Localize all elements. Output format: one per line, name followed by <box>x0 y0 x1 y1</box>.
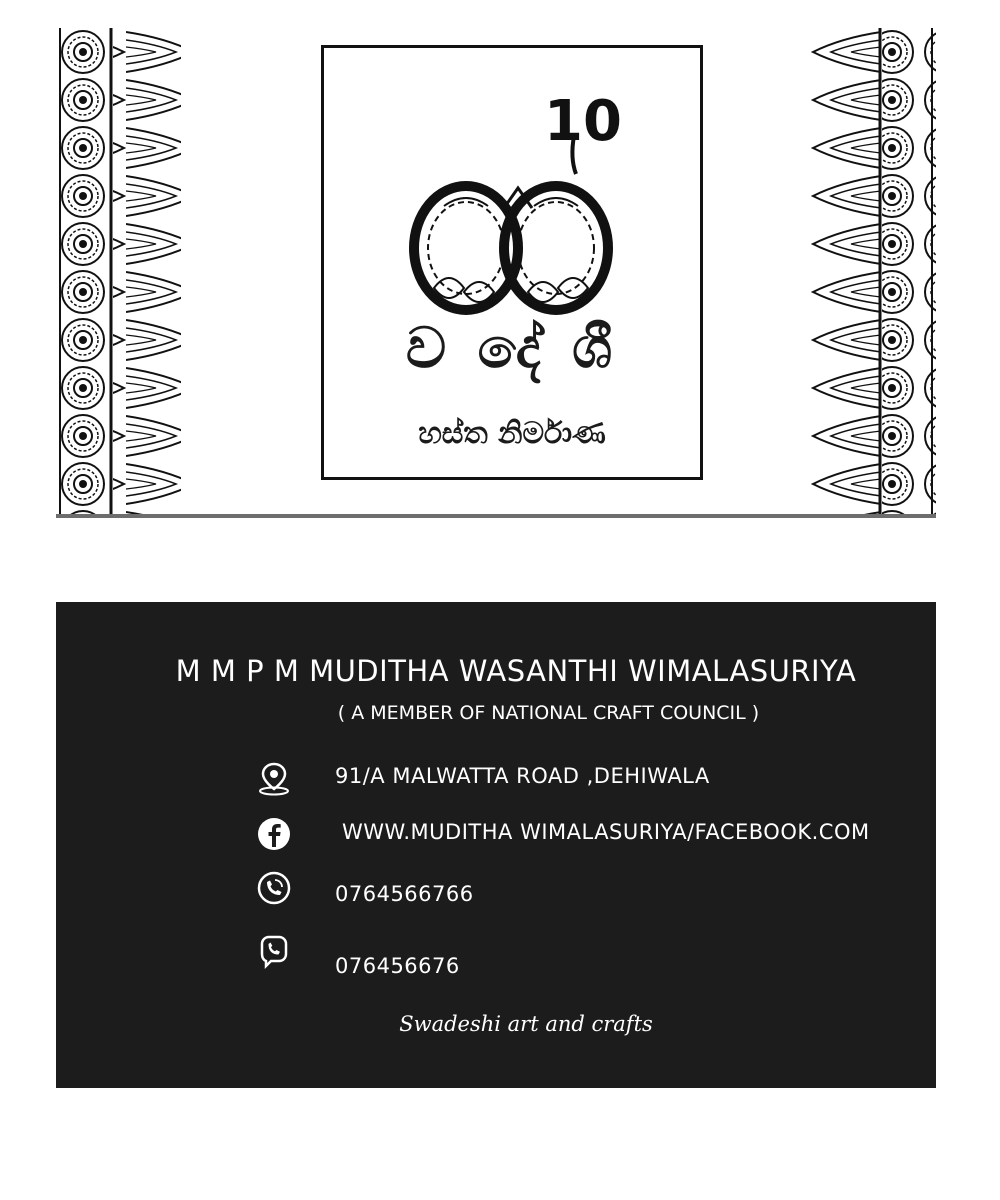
ornamental-border-right <box>811 28 936 514</box>
membership-note: ( A MEMBER OF NATIONAL CRAFT COUNCIL ) <box>337 702 760 724</box>
card-back <box>56 602 936 1088</box>
facebook-icon[interactable] <box>256 816 292 852</box>
contact-facebook[interactable] <box>56 816 936 856</box>
viber-icon <box>256 934 292 970</box>
logo-number: 10 <box>544 89 622 154</box>
phone-icon <box>256 870 292 906</box>
ornamental-logo-mark <box>404 78 634 328</box>
contact-address <box>56 760 936 800</box>
ornamental-border-left <box>56 28 181 514</box>
contact-phone[interactable] <box>56 870 936 910</box>
owner-name: M M P M MUDITHA WASANTHI WIMALASURIYA <box>175 654 857 688</box>
brand-tagline: Swadeshi art and crafts <box>399 1012 653 1036</box>
phone-number-primary[interactable]: 0764566766 <box>335 882 474 906</box>
card-front <box>56 28 936 518</box>
facebook-link[interactable]: WWW.MUDITHA WIMALASURIYA/FACEBOOK.COM <box>342 820 870 844</box>
location-pin-icon <box>256 760 292 796</box>
address-text: 91/A MALWATTA ROAD ,DEHIWALA <box>335 764 710 788</box>
contact-viber[interactable] <box>56 934 936 978</box>
sinhala-brand-subtitle: හස්ත නිර්මාණ <box>418 416 606 451</box>
logo-frame <box>321 45 703 480</box>
phone-number-viber[interactable]: 076456676 <box>335 954 460 978</box>
sinhala-brand-title: ව දේ ශී <box>405 316 619 381</box>
